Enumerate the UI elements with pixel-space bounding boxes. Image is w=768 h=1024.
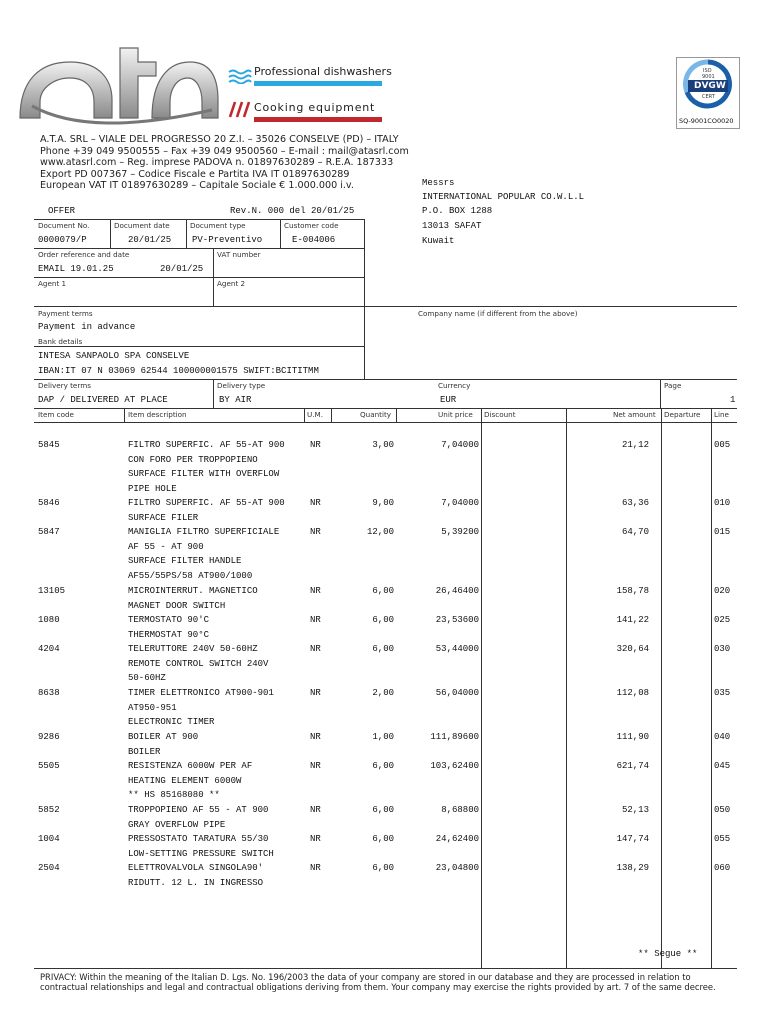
item-quantity: 6,00 [372,761,394,771]
col-header-code: Item code [38,410,74,419]
item-code: 1080 [38,615,60,625]
item-description-line: HEATING ELEMENT 6000W [128,775,242,786]
item-description-line: RESISTENZA 6000W PER AF [128,761,253,771]
item-net-amount: 320,64 [616,644,649,654]
item-um: NR [310,863,321,873]
item-unit-price: 8,68800 [441,805,479,815]
item-net-amount: 111,90 [616,732,649,742]
item-code: 5847 [38,527,60,537]
item-quantity: 6,00 [372,834,394,844]
col-header-description: Item description [128,410,187,419]
item-net-amount: 147,74 [616,834,649,844]
item-description-line: GRAY OVERFLOW PIPE [128,819,226,830]
item-net-amount: 158,78 [616,586,649,596]
order-date-value: 20/01/25 [160,264,204,274]
doc-date-label: Document date [114,221,170,230]
item-line-number: 015 [714,527,731,537]
item-unit-price: 24,62400 [435,834,479,844]
company-registration: www.atasrl.com – Reg. imprese PADOVA n. 01897630289 – R.E.A. 187333 [40,157,394,169]
delivery-type-label: Delivery type [217,381,266,390]
doc-type-value: PV-Preventivo [192,235,263,245]
page-value: 1 [730,395,736,405]
company-vat: European VAT IT 01897630289 – Capitale Sociale € 1.000.000 i.v. [40,180,354,192]
item-quantity: 6,00 [372,863,394,873]
tagline-dishwashers-bar [254,81,382,86]
item-code: 5845 [38,440,60,450]
item-description-line: PRESSOSTATO TARATURA 55/30 [128,834,269,844]
item-um: NR [310,805,321,815]
item-description-line: REMOTE CONTROL SWITCH 240V [128,658,269,669]
item-net-amount: 63,36 [621,498,649,508]
item-description-line: MICROINTERRUT. MAGNETICO [128,586,258,596]
item-description-line: MAGNET DOOR SWITCH [128,600,226,611]
cert-brand: DVGW [694,81,726,91]
privacy-notice: PRIVACY: Within the meaning of the Italian D. Lgs. No. 196/2003 the data of your company are stored in our database and they are processed in relation to contractual relationships and legal and contractual obligations deriving from them. Your company may exercise the rights provided by art. 7 of the same decree. [40,972,716,993]
item-um: NR [310,688,321,698]
item-description-line: LOW-SETTING PRESSURE SWITCH [128,848,274,859]
currency-label: Currency [438,381,471,390]
item-description-line: 50-60HZ [128,673,166,684]
item-unit-price: 111,89600 [430,732,479,742]
item-um: NR [310,440,321,450]
item-unit-price: 5,39200 [441,527,479,537]
item-description-line: BOILER AT 900 [128,732,199,742]
item-description-line: SURFACE FILTER HANDLE [128,556,242,567]
customer-code-label: Customer code [284,221,339,230]
item-um: NR [310,644,321,654]
cert-code: SQ-9001CO0020 [679,117,734,125]
ata-logo-graphic [12,40,222,130]
item-description-line: ** HS 85168080 ** [128,790,220,801]
item-description-line: TERMOSTATO 90'C [128,615,210,625]
doc-date-value: 20/01/25 [128,235,172,245]
currency-value: EUR [440,395,457,405]
item-um: NR [310,615,321,625]
recipient-label: Messrs [422,178,455,188]
col-header-departure: Departure [664,410,701,419]
continues-note: ** Segue ** [638,949,698,959]
item-unit-price: 56,04000 [435,688,479,698]
item-code: 8638 [38,688,60,698]
item-code: 1004 [38,834,60,844]
item-description-line: ELECTRONIC TIMER [128,717,215,728]
order-ref-value: EMAIL 19.01.25 [38,264,114,274]
item-line-number: 020 [714,586,731,596]
vat-number-label: VAT number [217,250,261,259]
item-quantity: 6,00 [372,644,394,654]
item-net-amount: 621,74 [616,761,649,771]
item-description-line: BOILER [128,746,161,757]
item-line-number: 060 [714,863,731,873]
delivery-terms-value: DAP / DELIVERED AT PLACE [38,395,168,405]
item-um: NR [310,527,321,537]
item-description-line: FILTRO SUPERFIC. AF 55-AT 900 [128,498,285,508]
item-net-amount: 64,70 [621,527,649,537]
item-line-number: 010 [714,498,731,508]
item-description-line: PIPE HOLE [128,483,177,494]
item-code: 5846 [38,498,60,508]
company-logo [12,40,222,130]
item-line-number: 030 [714,644,731,654]
item-description-line: TIMER ELETTRONICO AT900-901 [128,688,274,698]
item-unit-price: 23,53600 [435,615,479,625]
company-contacts: Phone +39 049 9500555 – Fax +39 049 9500560 – E-mail : mail@atasrl.com [40,145,409,157]
item-net-amount: 138,29 [616,863,649,873]
item-description-line: AT950-951 [128,702,177,713]
tagline-dishwashers-icon [228,68,252,84]
item-description-line: ELETTROVALVOLA SINGOLA90' [128,863,264,873]
item-quantity: 1,00 [372,732,394,742]
company-tax-code: Export PD 007367 – Codice Fiscale e Partita IVA IT 01897630289 [40,168,350,180]
item-um: NR [310,834,321,844]
page-label: Page [664,381,682,390]
recipient-pobox: P.O. BOX 1288 [422,206,493,216]
item-net-amount: 141,22 [616,615,649,625]
item-unit-price: 26,46400 [435,586,479,596]
item-description-line: TROPPOPIENO AF 55 - AT 900 [128,805,269,815]
item-description-line: MANIGLIA FILTRO SUPERFICIALE [128,527,280,537]
company-info [40,134,409,192]
tagline-dishwashers: Professional dishwashers [254,65,392,78]
delivery-terms-label: Delivery terms [38,381,91,390]
item-description-line: FILTRO SUPERFIC. AF 55-AT 900 [128,440,285,450]
payment-terms-value: Payment in advance [38,322,136,332]
item-net-amount: 52,13 [621,805,649,815]
item-line-number: 055 [714,834,731,844]
cert-iso-number: 9001 [702,74,715,80]
item-unit-price: 7,04000 [441,498,479,508]
item-quantity: 9,00 [372,498,394,508]
item-code: 13105 [38,586,66,596]
col-header-qty: Quantity [360,410,392,419]
item-quantity: 6,00 [372,805,394,815]
col-header-discount: Discount [484,410,516,419]
item-description-line: THERMOSTAT 90°C [128,629,210,640]
bank-details-label: Bank details [38,337,83,346]
item-unit-price: 23,04800 [435,863,479,873]
item-code: 5505 [38,761,60,771]
item-unit-price: 103,62400 [430,761,479,771]
document-title: OFFER [48,206,76,216]
item-description-line: TELERUTTORE 240V 50-60HZ [128,644,258,654]
item-unit-price: 53,44000 [435,644,479,654]
item-quantity: 12,00 [366,527,394,537]
item-description-line: SURFACE FILTER WITH OVERFLOW [128,469,280,480]
item-description-line: RIDUTT. 12 L. IN INGRESSO [128,877,264,888]
item-quantity: 2,00 [372,688,394,698]
payment-terms-label: Payment terms [38,309,93,318]
item-code: 2504 [38,863,60,873]
doc-type-label: Document type [190,221,246,230]
item-line-number: 035 [714,688,731,698]
item-quantity: 6,00 [372,615,394,625]
doc-no-label: Document No. [38,221,90,230]
item-code: 4204 [38,644,60,654]
customer-code-value: E-004006 [292,235,336,245]
item-quantity: 6,00 [372,586,394,596]
item-um: NR [310,498,321,508]
doc-no-value: 0000079/P [38,235,87,245]
item-line-number: 040 [714,732,731,742]
delivery-type-value: BY AIR [219,395,252,405]
cert-sub: CERT [702,94,715,100]
cert-iso-label: ISO [703,68,712,74]
item-line-number: 050 [714,805,731,815]
item-line-number: 025 [714,615,731,625]
item-net-amount: 112,08 [616,688,649,698]
item-um: NR [310,732,321,742]
col-header-line: Line [714,410,729,419]
item-um: NR [310,761,321,771]
tagline-cooking: Cooking equipment [254,101,376,114]
order-ref-label: Order reference and date [38,250,130,259]
dvgw-cert-badge [676,57,740,129]
item-net-amount: 21,12 [621,440,649,450]
agent1-label: Agent 1 [38,279,67,288]
item-description-line: SURFACE FILER [128,512,199,523]
iban-value: IBAN:IT 07 N 03069 62544 100000001575 SWIFT:BCITITMM [38,366,319,376]
bank-name-value: INTESA SANPAOLO SPA CONSELVE [38,351,190,361]
recipient-name: INTERNATIONAL POPULAR CO.W.L.L [422,192,585,202]
company-name-alt-label: Company name (if different from the above) [418,309,578,318]
tagline-cooking-icon [228,100,252,118]
item-line-number: 005 [714,440,731,450]
agent2-label: Agent 2 [217,279,246,288]
item-description-line: CON FORO PER TROPPOPIENO [128,454,258,465]
item-quantity: 3,00 [372,440,394,450]
company-address: A.T.A. SRL – VIALE DEL PROGRESSO 20 Z.I. – 35026 CONSELVE (PD) – ITALY [40,134,399,145]
item-description-line: AF 55 - AT 900 [128,541,204,552]
item-code: 5852 [38,805,60,815]
col-header-net: Net amount [613,410,656,419]
item-unit-price: 7,04000 [441,440,479,450]
col-header-price: Unit price [438,410,473,419]
item-line-number: 045 [714,761,731,771]
item-code: 9286 [38,732,60,742]
item-description-line: AF55/55PS/58 AT900/1000 [128,570,253,581]
item-um: NR [310,586,321,596]
col-header-um: U.M. [307,410,324,419]
document-revision: Rev.N. 000 del 20/01/25 [230,206,355,216]
recipient-city: 13013 SAFAT [422,221,482,231]
recipient-country: Kuwait [422,236,455,246]
tagline-cooking-bar [254,117,382,122]
